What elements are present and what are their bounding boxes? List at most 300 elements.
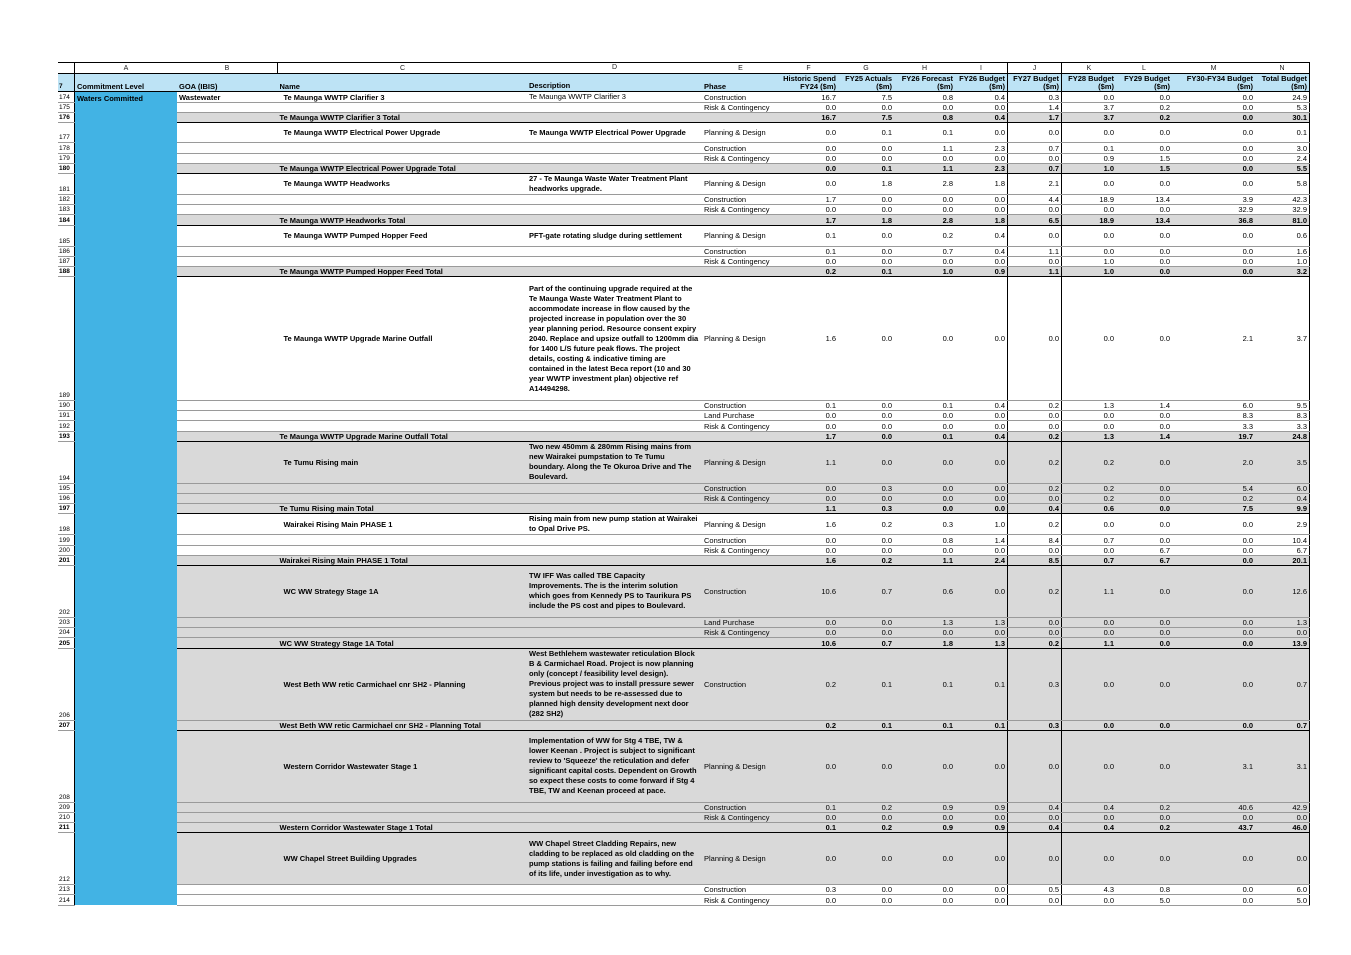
commitment-level-cell[interactable] bbox=[75, 431, 178, 441]
row-number[interactable]: 174 bbox=[58, 92, 75, 103]
fy30-fy34-budget-cell[interactable]: 0.0 bbox=[1172, 163, 1255, 173]
goa-cell[interactable] bbox=[177, 730, 278, 802]
row-number[interactable]: 197 bbox=[58, 504, 75, 514]
fy28-budget-cell[interactable]: 0.9 bbox=[1062, 153, 1117, 163]
row-number[interactable]: 196 bbox=[58, 494, 75, 504]
fy26-budget-cell[interactable]: 1.3 bbox=[955, 638, 1008, 648]
total-budget-cell[interactable]: 1.6 bbox=[1255, 246, 1310, 256]
fy30-fy34-budget-cell[interactable]: 0.0 bbox=[1172, 266, 1255, 276]
row-number[interactable]: 205 bbox=[58, 638, 75, 648]
fy26-budget-cell[interactable]: 0.0 bbox=[955, 833, 1008, 885]
fy25-actuals-cell[interactable]: 0.0 bbox=[838, 441, 894, 483]
fy26-forecast-cell[interactable]: 0.0 bbox=[894, 483, 955, 493]
fy27-budget-cell[interactable]: 0.2 bbox=[1008, 441, 1062, 483]
description-cell[interactable] bbox=[527, 266, 702, 276]
fy25-actuals-cell[interactable]: 0.2 bbox=[838, 555, 894, 565]
total-budget-cell[interactable]: 5.8 bbox=[1255, 173, 1310, 194]
fy30-fy34-budget-cell[interactable]: 0.0 bbox=[1172, 638, 1255, 648]
phase-cell[interactable]: Risk & Contingency bbox=[702, 421, 779, 431]
fy30-fy34-budget-cell[interactable]: 0.0 bbox=[1172, 535, 1255, 545]
row-number[interactable]: 179 bbox=[58, 153, 75, 163]
fy28-budget-cell[interactable]: 18.9 bbox=[1062, 194, 1117, 204]
phase-cell[interactable]: Risk & Contingency bbox=[702, 103, 779, 113]
fy25-actuals-cell[interactable]: 0.0 bbox=[838, 617, 894, 627]
goa-cell[interactable] bbox=[177, 565, 278, 617]
historic-spend-cell[interactable]: 0.0 bbox=[779, 494, 838, 504]
goa-cell[interactable] bbox=[177, 143, 278, 153]
total-budget-cell[interactable]: 3.2 bbox=[1255, 266, 1310, 276]
historic-spend-cell[interactable]: 0.1 bbox=[779, 823, 838, 833]
row-number[interactable]: 204 bbox=[58, 628, 75, 638]
commitment-level-cell[interactable] bbox=[75, 401, 178, 411]
fy26-forecast-cell[interactable]: 1.3 bbox=[894, 617, 955, 627]
name-cell[interactable] bbox=[278, 617, 528, 627]
row-number[interactable]: 207 bbox=[58, 720, 75, 730]
fy26-forecast-cell[interactable]: 0.0 bbox=[894, 103, 955, 113]
fy25-actuals-cell[interactable]: 0.0 bbox=[838, 431, 894, 441]
fy26-budget-cell[interactable]: 0.0 bbox=[955, 730, 1008, 802]
fy28-budget-cell[interactable]: 3.7 bbox=[1062, 113, 1117, 123]
name-cell[interactable] bbox=[278, 103, 528, 113]
row-number[interactable]: 180 bbox=[58, 163, 75, 173]
fy26-forecast-cell[interactable]: 0.0 bbox=[894, 194, 955, 204]
total-budget-cell[interactable]: 5.0 bbox=[1255, 895, 1310, 905]
fy28-budget-cell[interactable]: 0.0 bbox=[1062, 173, 1117, 194]
goa-cell[interactable] bbox=[177, 720, 278, 730]
fy26-forecast-cell[interactable]: 0.8 bbox=[894, 113, 955, 123]
total-budget-cell[interactable]: 3.7 bbox=[1255, 277, 1310, 401]
fy25-actuals-cell[interactable]: 0.0 bbox=[838, 833, 894, 885]
name-cell[interactable] bbox=[278, 895, 528, 905]
fy29-budget-cell[interactable]: 0.0 bbox=[1116, 494, 1172, 504]
phase-cell[interactable]: Construction bbox=[702, 648, 779, 720]
goa-cell[interactable] bbox=[177, 123, 278, 143]
column-letter-f[interactable]: F bbox=[779, 63, 838, 74]
fy25-actuals-cell[interactable]: 0.3 bbox=[838, 504, 894, 514]
historic-spend-cell[interactable]: 0.1 bbox=[779, 246, 838, 256]
fy27-budget-cell[interactable]: 1.4 bbox=[1008, 103, 1062, 113]
commitment-level-cell[interactable] bbox=[75, 421, 178, 431]
fy28-budget-cell[interactable]: 0.0 bbox=[1062, 720, 1117, 730]
goa-cell[interactable] bbox=[177, 113, 278, 123]
phase-cell[interactable]: Construction bbox=[702, 483, 779, 493]
fy30-fy34-budget-cell[interactable]: 0.0 bbox=[1172, 173, 1255, 194]
fy27-budget-cell[interactable]: 0.0 bbox=[1008, 256, 1062, 266]
name-cell[interactable]: West Beth WW retic Carmichael cnr SH2 - Planning Total bbox=[278, 720, 528, 730]
total-budget-cell[interactable]: 0.0 bbox=[1255, 812, 1310, 822]
total-budget-cell[interactable]: 6.7 bbox=[1255, 545, 1310, 555]
column-letter-e[interactable]: E bbox=[702, 63, 779, 74]
commitment-level-cell[interactable] bbox=[75, 648, 178, 720]
fy28-budget-cell[interactable]: 0.2 bbox=[1062, 441, 1117, 483]
description-cell[interactable] bbox=[527, 194, 702, 204]
column-letter-i[interactable]: I bbox=[955, 63, 1008, 74]
fy29-budget-cell[interactable]: 13.4 bbox=[1116, 215, 1172, 225]
commitment-level-cell[interactable] bbox=[75, 103, 178, 113]
description-cell[interactable] bbox=[527, 153, 702, 163]
historic-spend-cell[interactable]: 0.0 bbox=[779, 153, 838, 163]
commitment-level-cell[interactable] bbox=[75, 628, 178, 638]
fy27-budget-cell[interactable]: 0.4 bbox=[1008, 823, 1062, 833]
total-budget-cell[interactable]: 0.1 bbox=[1255, 123, 1310, 143]
fy26-budget-cell[interactable]: 0.0 bbox=[955, 256, 1008, 266]
row-number[interactable]: 194 bbox=[58, 441, 75, 483]
fy26-budget-cell[interactable]: 0.4 bbox=[955, 431, 1008, 441]
phase-cell[interactable] bbox=[702, 555, 779, 565]
fy25-actuals-cell[interactable]: 0.0 bbox=[838, 730, 894, 802]
fy30-fy34-budget-cell[interactable]: 0.0 bbox=[1172, 514, 1255, 535]
total-budget-cell[interactable]: 6.0 bbox=[1255, 483, 1310, 493]
commitment-level-cell[interactable] bbox=[75, 565, 178, 617]
total-budget-cell[interactable]: 0.0 bbox=[1255, 628, 1310, 638]
fy30-fy34-budget-cell[interactable]: 0.0 bbox=[1172, 246, 1255, 256]
fy27-budget-cell[interactable]: 0.0 bbox=[1008, 205, 1062, 215]
fy26-budget-cell[interactable]: 0.0 bbox=[955, 494, 1008, 504]
phase-cell[interactable]: Construction bbox=[702, 802, 779, 812]
phase-cell[interactable] bbox=[702, 823, 779, 833]
fy25-actuals-cell[interactable]: 0.7 bbox=[838, 565, 894, 617]
historic-spend-cell[interactable]: 10.6 bbox=[779, 638, 838, 648]
fy30-fy34-budget-cell[interactable]: 0.2 bbox=[1172, 494, 1255, 504]
fy28-budget-cell[interactable]: 0.0 bbox=[1062, 812, 1117, 822]
commitment-level-cell[interactable] bbox=[75, 483, 178, 493]
fy29-budget-cell[interactable]: 0.2 bbox=[1116, 802, 1172, 812]
name-cell[interactable]: Te Tumu Rising main bbox=[278, 441, 528, 483]
description-cell[interactable] bbox=[527, 401, 702, 411]
fy26-forecast-cell[interactable]: 0.1 bbox=[894, 648, 955, 720]
fy27-budget-cell[interactable]: 0.0 bbox=[1008, 277, 1062, 401]
total-budget-cell[interactable]: 3.5 bbox=[1255, 441, 1310, 483]
fy30-fy34-budget-cell[interactable]: 0.0 bbox=[1172, 143, 1255, 153]
description-cell[interactable]: West Bethlehem wastewater reticulation Block B & Carmichael Road. Project is now planning only (concept / feasibility level design). Previous project was to install pressure sewer system but needs to be re-assessed due to planned high density development next door (282 SH2) bbox=[527, 648, 702, 720]
phase-cell[interactable]: Construction bbox=[702, 401, 779, 411]
fy28-budget-cell[interactable]: 1.3 bbox=[1062, 431, 1117, 441]
commitment-level-cell[interactable] bbox=[75, 277, 178, 401]
fy28-budget-cell[interactable]: 1.1 bbox=[1062, 565, 1117, 617]
fy30-fy34-budget-cell[interactable]: 0.0 bbox=[1172, 92, 1255, 103]
fy25-actuals-cell[interactable]: 0.0 bbox=[838, 277, 894, 401]
name-cell[interactable] bbox=[278, 628, 528, 638]
description-cell[interactable] bbox=[527, 483, 702, 493]
fy29-budget-cell[interactable]: 0.0 bbox=[1116, 483, 1172, 493]
row-number[interactable]: 187 bbox=[58, 256, 75, 266]
fy30-fy34-budget-cell[interactable]: 0.0 bbox=[1172, 812, 1255, 822]
row-number[interactable]: 191 bbox=[58, 411, 75, 421]
row-number[interactable]: 177 bbox=[58, 123, 75, 143]
total-budget-cell[interactable]: 30.1 bbox=[1255, 113, 1310, 123]
description-cell[interactable] bbox=[527, 246, 702, 256]
fy27-budget-cell[interactable]: 0.0 bbox=[1008, 545, 1062, 555]
goa-cell[interactable] bbox=[177, 895, 278, 905]
goa-cell[interactable] bbox=[177, 266, 278, 276]
fy28-budget-cell[interactable]: 0.0 bbox=[1062, 833, 1117, 885]
goa-cell[interactable] bbox=[177, 411, 278, 421]
fy26-budget-cell[interactable]: 0.0 bbox=[955, 545, 1008, 555]
total-budget-cell[interactable]: 81.0 bbox=[1255, 215, 1310, 225]
fy30-fy34-budget-cell[interactable]: 2.0 bbox=[1172, 441, 1255, 483]
fy27-budget-cell[interactable]: 0.0 bbox=[1008, 617, 1062, 627]
phase-cell[interactable]: Construction bbox=[702, 92, 779, 103]
fy29-budget-cell[interactable]: 0.0 bbox=[1116, 246, 1172, 256]
fy28-budget-cell[interactable]: 0.4 bbox=[1062, 823, 1117, 833]
name-cell[interactable] bbox=[278, 143, 528, 153]
fy27-budget-cell[interactable]: 0.3 bbox=[1008, 92, 1062, 103]
total-budget-cell[interactable]: 6.0 bbox=[1255, 885, 1310, 895]
fy26-budget-cell[interactable]: 1.8 bbox=[955, 215, 1008, 225]
fy29-budget-cell[interactable]: 6.7 bbox=[1116, 545, 1172, 555]
description-cell[interactable]: WW Chapel Street Cladding Repairs, new cladding to be replaced as old cladding on the pump stations is failing and failing before end of its life, under investigation as to why. bbox=[527, 833, 702, 885]
row-number[interactable]: 189 bbox=[58, 277, 75, 401]
name-cell[interactable]: Wairakei Rising Main PHASE 1 Total bbox=[278, 555, 528, 565]
fy26-forecast-cell[interactable]: 0.9 bbox=[894, 823, 955, 833]
fy28-budget-cell[interactable]: 1.0 bbox=[1062, 266, 1117, 276]
fy30-fy34-budget-cell[interactable]: 0.0 bbox=[1172, 628, 1255, 638]
commitment-level-cell[interactable] bbox=[75, 823, 178, 833]
fy27-budget-cell[interactable]: 0.2 bbox=[1008, 401, 1062, 411]
fy25-actuals-cell[interactable]: 0.0 bbox=[838, 205, 894, 215]
fy26-budget-cell[interactable]: 0.9 bbox=[955, 823, 1008, 833]
historic-spend-cell[interactable]: 0.0 bbox=[779, 123, 838, 143]
fy26-forecast-cell[interactable]: 0.0 bbox=[894, 205, 955, 215]
historic-spend-cell[interactable]: 0.0 bbox=[779, 256, 838, 266]
goa-cell[interactable] bbox=[177, 812, 278, 822]
fy26-forecast-cell[interactable]: 0.0 bbox=[894, 730, 955, 802]
fy29-budget-cell[interactable]: 13.4 bbox=[1116, 194, 1172, 204]
goa-cell[interactable] bbox=[177, 483, 278, 493]
description-cell[interactable] bbox=[527, 617, 702, 627]
historic-spend-cell[interactable]: 0.1 bbox=[779, 401, 838, 411]
historic-spend-cell[interactable]: 1.1 bbox=[779, 504, 838, 514]
column-letter-c[interactable]: C bbox=[278, 63, 528, 74]
fy27-budget-cell[interactable]: 0.2 bbox=[1008, 514, 1062, 535]
fy28-budget-cell[interactable]: 4.3 bbox=[1062, 885, 1117, 895]
fy26-forecast-cell[interactable]: 0.8 bbox=[894, 92, 955, 103]
description-cell[interactable]: Two new 450mm & 280mm Rising mains from new Wairakei pumpstation to Te Tumu boundary. Along the Te Okuroa Drive and The Boulevard. bbox=[527, 441, 702, 483]
fy26-budget-cell[interactable]: 1.4 bbox=[955, 535, 1008, 545]
description-cell[interactable] bbox=[527, 504, 702, 514]
fy28-budget-cell[interactable]: 0.0 bbox=[1062, 421, 1117, 431]
description-cell[interactable] bbox=[527, 720, 702, 730]
fy29-budget-cell[interactable]: 0.2 bbox=[1116, 103, 1172, 113]
total-budget-cell[interactable]: 13.9 bbox=[1255, 638, 1310, 648]
fy28-budget-cell[interactable]: 0.0 bbox=[1062, 246, 1117, 256]
goa-cell[interactable] bbox=[177, 617, 278, 627]
fy27-budget-cell[interactable]: 0.0 bbox=[1008, 411, 1062, 421]
fy28-budget-cell[interactable]: 18.9 bbox=[1062, 215, 1117, 225]
fy26-forecast-cell[interactable]: 0.0 bbox=[894, 411, 955, 421]
description-cell[interactable]: Part of the continuing upgrade required at the Te Maunga Waste Water Treatment Plant to accommodate increase in flow caused by the projected increase in population over the 30 year planning period. Resource consent expiry 2040. Replace and upsize outfall to 1200mm dia for 1400 L/S future peak flows. The project details, costing & indicative timing are contained in the latest Beca report (10 and 30 year WWTP investment plan) objective ref A14494298. bbox=[527, 277, 702, 401]
fy26-budget-cell[interactable]: 0.0 bbox=[955, 885, 1008, 895]
name-cell[interactable]: Te Tumu Rising main Total bbox=[278, 504, 528, 514]
fy27-budget-cell[interactable]: 0.0 bbox=[1008, 833, 1062, 885]
fy28-budget-cell[interactable]: 1.0 bbox=[1062, 163, 1117, 173]
commitment-level-cell[interactable] bbox=[75, 535, 178, 545]
fy28-budget-cell[interactable]: 0.0 bbox=[1062, 730, 1117, 802]
fy26-budget-cell[interactable]: 0.0 bbox=[955, 421, 1008, 431]
fy25-actuals-cell[interactable]: 0.1 bbox=[838, 163, 894, 173]
historic-spend-cell[interactable]: 0.1 bbox=[779, 225, 838, 246]
fy29-budget-cell[interactable]: 0.0 bbox=[1116, 504, 1172, 514]
historic-spend-cell[interactable]: 0.1 bbox=[779, 802, 838, 812]
fy26-budget-cell[interactable]: 2.4 bbox=[955, 555, 1008, 565]
fy30-fy34-budget-cell[interactable]: 0.0 bbox=[1172, 123, 1255, 143]
fy28-budget-cell[interactable]: 0.0 bbox=[1062, 545, 1117, 555]
fy25-actuals-cell[interactable]: 0.0 bbox=[838, 628, 894, 638]
fy30-fy34-budget-cell[interactable]: 0.0 bbox=[1172, 720, 1255, 730]
total-budget-cell[interactable]: 10.4 bbox=[1255, 535, 1310, 545]
historic-spend-cell[interactable]: 0.2 bbox=[779, 720, 838, 730]
goa-cell[interactable] bbox=[177, 535, 278, 545]
fy29-budget-cell[interactable]: 0.0 bbox=[1116, 833, 1172, 885]
description-cell[interactable] bbox=[527, 895, 702, 905]
fy30-fy34-budget-cell[interactable]: 3.1 bbox=[1172, 730, 1255, 802]
fy29-budget-cell[interactable]: 0.0 bbox=[1116, 92, 1172, 103]
row-number[interactable]: 214 bbox=[58, 895, 75, 905]
description-cell[interactable] bbox=[527, 494, 702, 504]
fy27-budget-cell[interactable]: 0.0 bbox=[1008, 895, 1062, 905]
fy29-budget-cell[interactable]: 0.0 bbox=[1116, 266, 1172, 276]
fy29-budget-cell[interactable]: 0.0 bbox=[1116, 256, 1172, 266]
fy30-fy34-budget-cell[interactable]: 0.0 bbox=[1172, 225, 1255, 246]
fy30-fy34-budget-cell[interactable]: 0.0 bbox=[1172, 648, 1255, 720]
fy30-fy34-budget-cell[interactable]: 3.9 bbox=[1172, 194, 1255, 204]
description-cell[interactable] bbox=[527, 823, 702, 833]
phase-cell[interactable]: Planning & Design bbox=[702, 514, 779, 535]
fy29-budget-cell[interactable]: 0.0 bbox=[1116, 617, 1172, 627]
phase-cell[interactable]: Construction bbox=[702, 535, 779, 545]
phase-cell[interactable]: Planning & Design bbox=[702, 833, 779, 885]
row-number[interactable]: 198 bbox=[58, 514, 75, 535]
column-letter-b[interactable]: B bbox=[177, 63, 278, 74]
fy30-fy34-budget-cell[interactable]: 0.0 bbox=[1172, 113, 1255, 123]
goa-cell[interactable] bbox=[177, 153, 278, 163]
fy30-fy34-budget-cell[interactable]: 3.3 bbox=[1172, 421, 1255, 431]
fy26-forecast-cell[interactable]: 0.1 bbox=[894, 123, 955, 143]
fy26-forecast-cell[interactable]: 0.0 bbox=[894, 277, 955, 401]
fy26-budget-cell[interactable]: 0.0 bbox=[955, 895, 1008, 905]
fy26-forecast-cell[interactable]: 0.0 bbox=[894, 545, 955, 555]
goa-cell[interactable] bbox=[177, 421, 278, 431]
total-budget-cell[interactable]: 8.3 bbox=[1255, 411, 1310, 421]
goa-cell[interactable]: Wastewater bbox=[177, 92, 278, 103]
total-budget-cell[interactable]: 3.0 bbox=[1255, 143, 1310, 153]
historic-spend-cell[interactable]: 16.7 bbox=[779, 92, 838, 103]
fy28-budget-cell[interactable]: 0.7 bbox=[1062, 535, 1117, 545]
name-cell[interactable] bbox=[278, 494, 528, 504]
name-cell[interactable]: Western Corridor Wastewater Stage 1 bbox=[278, 730, 528, 802]
total-budget-cell[interactable]: 0.4 bbox=[1255, 494, 1310, 504]
fy26-forecast-cell[interactable]: 0.0 bbox=[894, 833, 955, 885]
row-number[interactable]: 195 bbox=[58, 483, 75, 493]
fy27-budget-cell[interactable]: 0.4 bbox=[1008, 802, 1062, 812]
fy29-budget-cell[interactable]: 0.0 bbox=[1116, 143, 1172, 153]
fy30-fy34-budget-cell[interactable]: 6.0 bbox=[1172, 401, 1255, 411]
column-letter-h[interactable]: H bbox=[894, 63, 955, 74]
row-number[interactable]: 199 bbox=[58, 535, 75, 545]
phase-cell[interactable]: Planning & Design bbox=[702, 730, 779, 802]
total-budget-cell[interactable]: 5.5 bbox=[1255, 163, 1310, 173]
fy25-actuals-cell[interactable]: 0.0 bbox=[838, 535, 894, 545]
fy25-actuals-cell[interactable]: 0.0 bbox=[838, 895, 894, 905]
total-budget-cell[interactable]: 1.0 bbox=[1255, 256, 1310, 266]
fy27-budget-cell[interactable]: 0.2 bbox=[1008, 638, 1062, 648]
fy25-actuals-cell[interactable]: 0.2 bbox=[838, 514, 894, 535]
phase-cell[interactable]: Construction bbox=[702, 143, 779, 153]
historic-spend-cell[interactable]: 1.7 bbox=[779, 431, 838, 441]
column-letter-l[interactable]: L bbox=[1116, 63, 1172, 74]
commitment-level-cell[interactable] bbox=[75, 802, 178, 812]
column-letter-m[interactable]: M bbox=[1172, 63, 1255, 74]
historic-spend-cell[interactable]: 1.7 bbox=[779, 194, 838, 204]
phase-cell[interactable]: Risk & Contingency bbox=[702, 895, 779, 905]
fy25-actuals-cell[interactable]: 0.1 bbox=[838, 123, 894, 143]
name-cell[interactable] bbox=[278, 411, 528, 421]
fy25-actuals-cell[interactable]: 0.1 bbox=[838, 648, 894, 720]
fy27-budget-cell[interactable]: 0.2 bbox=[1008, 483, 1062, 493]
fy28-budget-cell[interactable]: 0.0 bbox=[1062, 225, 1117, 246]
description-cell[interactable] bbox=[527, 205, 702, 215]
commitment-level-cell[interactable] bbox=[75, 545, 178, 555]
fy29-budget-cell[interactable]: 0.0 bbox=[1116, 173, 1172, 194]
phase-cell[interactable]: Construction bbox=[702, 565, 779, 617]
row-number[interactable]: 178 bbox=[58, 143, 75, 153]
commitment-level-cell[interactable] bbox=[75, 833, 178, 885]
fy29-budget-cell[interactable]: 1.4 bbox=[1116, 431, 1172, 441]
description-cell[interactable] bbox=[527, 812, 702, 822]
fy26-forecast-cell[interactable]: 0.0 bbox=[894, 628, 955, 638]
fy25-actuals-cell[interactable]: 0.0 bbox=[838, 885, 894, 895]
name-cell[interactable] bbox=[278, 535, 528, 545]
name-cell[interactable] bbox=[278, 401, 528, 411]
fy26-forecast-cell[interactable]: 1.8 bbox=[894, 638, 955, 648]
goa-cell[interactable] bbox=[177, 504, 278, 514]
fy28-budget-cell[interactable]: 1.3 bbox=[1062, 401, 1117, 411]
description-cell[interactable] bbox=[527, 163, 702, 173]
commitment-level-cell[interactable] bbox=[75, 895, 178, 905]
fy27-budget-cell[interactable]: 0.2 bbox=[1008, 565, 1062, 617]
fy29-budget-cell[interactable]: 0.8 bbox=[1116, 885, 1172, 895]
goa-cell[interactable] bbox=[177, 648, 278, 720]
fy27-budget-cell[interactable]: 0.0 bbox=[1008, 421, 1062, 431]
fy29-budget-cell[interactable]: 0.0 bbox=[1116, 411, 1172, 421]
fy25-actuals-cell[interactable]: 0.2 bbox=[838, 823, 894, 833]
fy27-budget-cell[interactable]: 0.7 bbox=[1008, 163, 1062, 173]
fy25-actuals-cell[interactable]: 1.8 bbox=[838, 215, 894, 225]
name-cell[interactable]: Wairakei Rising Main PHASE 1 bbox=[278, 514, 528, 535]
phase-cell[interactable]: Risk & Contingency bbox=[702, 812, 779, 822]
historic-spend-cell[interactable]: 0.0 bbox=[779, 483, 838, 493]
row-number[interactable]: 208 bbox=[58, 730, 75, 802]
commitment-level-cell[interactable] bbox=[75, 113, 178, 123]
total-budget-cell[interactable]: 0.6 bbox=[1255, 225, 1310, 246]
historic-spend-cell[interactable]: 0.0 bbox=[779, 173, 838, 194]
name-cell[interactable] bbox=[278, 246, 528, 256]
fy27-budget-cell[interactable]: 1.1 bbox=[1008, 266, 1062, 276]
goa-cell[interactable] bbox=[177, 431, 278, 441]
fy29-budget-cell[interactable]: 0.0 bbox=[1116, 441, 1172, 483]
historic-spend-cell[interactable]: 16.7 bbox=[779, 113, 838, 123]
fy26-budget-cell[interactable]: 0.4 bbox=[955, 246, 1008, 256]
fy25-actuals-cell[interactable]: 0.0 bbox=[838, 401, 894, 411]
fy25-actuals-cell[interactable]: 0.0 bbox=[838, 812, 894, 822]
commitment-level-cell[interactable] bbox=[75, 720, 178, 730]
total-budget-cell[interactable]: 46.0 bbox=[1255, 823, 1310, 833]
fy29-budget-cell[interactable]: 0.0 bbox=[1116, 535, 1172, 545]
fy29-budget-cell[interactable]: 0.0 bbox=[1116, 648, 1172, 720]
total-budget-cell[interactable]: 3.3 bbox=[1255, 421, 1310, 431]
fy28-budget-cell[interactable]: 1.0 bbox=[1062, 256, 1117, 266]
fy25-actuals-cell[interactable]: 0.0 bbox=[838, 153, 894, 163]
